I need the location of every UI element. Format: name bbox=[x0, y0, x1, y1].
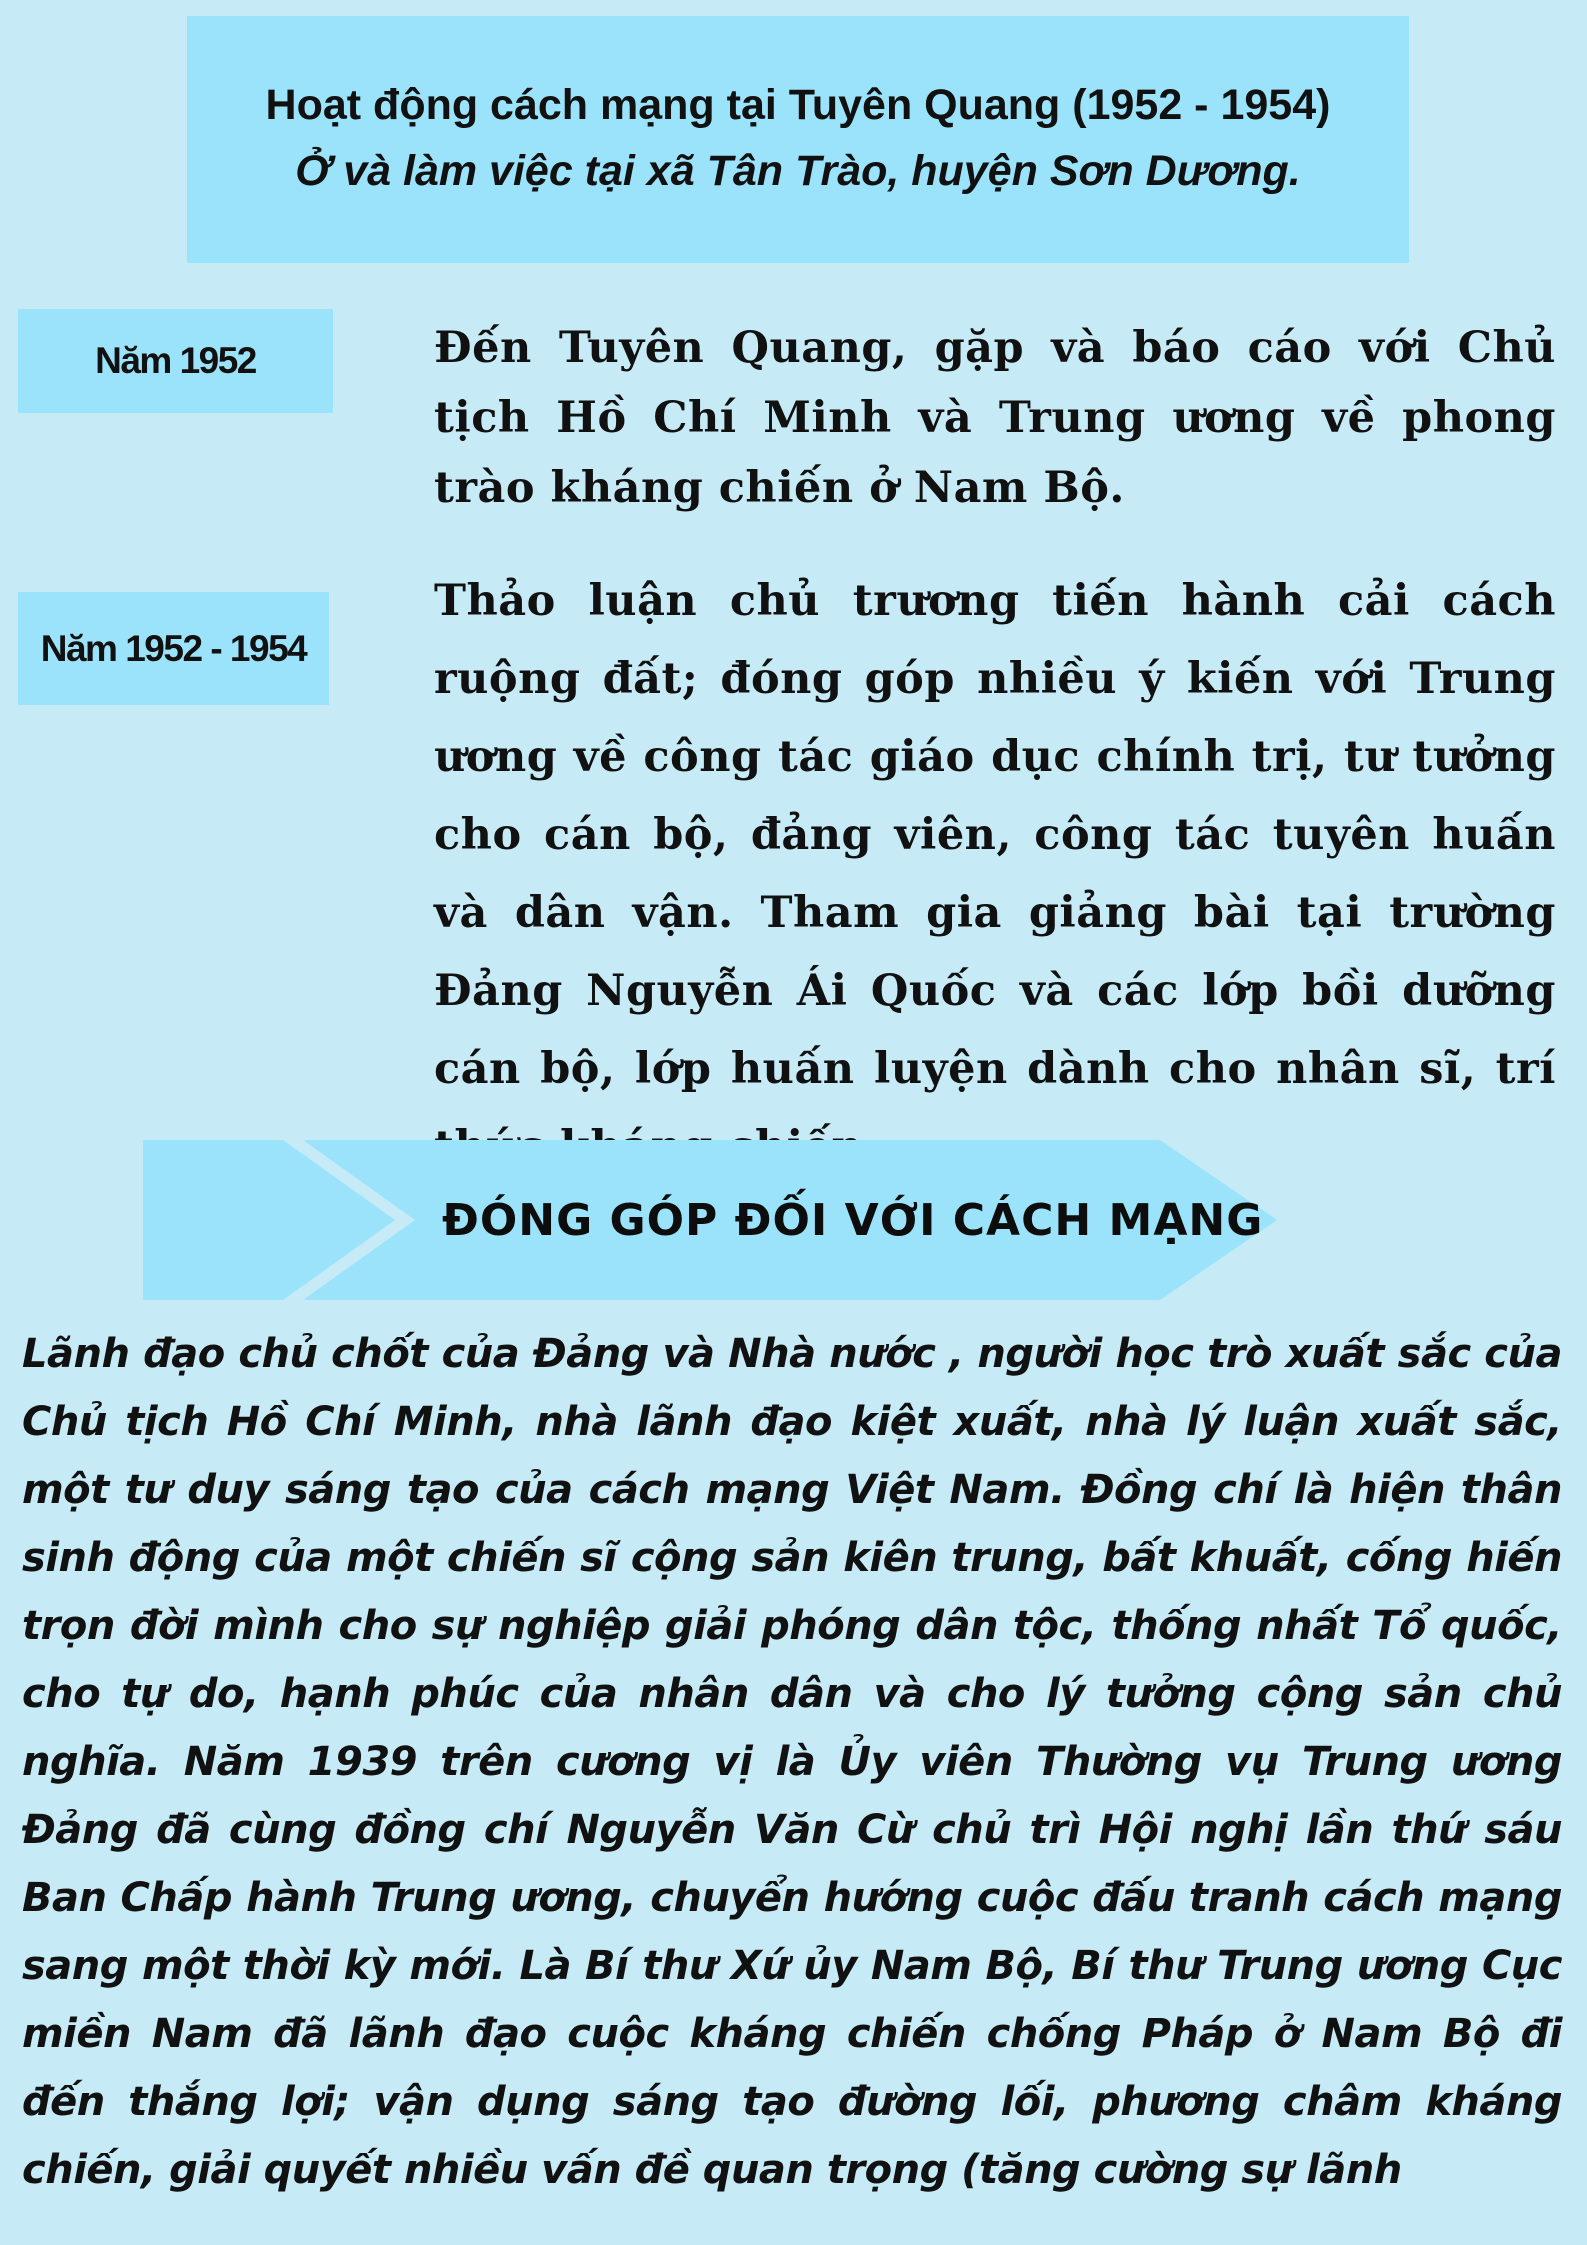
timeline-year-label: Năm 1952 bbox=[18, 309, 333, 413]
timeline-entry-text: Thảo luận chủ trương tiến hành cải cách ruộng đất; đóng góp nhiều ý kiến với Trung ương về công tác giáo dục chính trị, tư tưởng cho cán bộ, đảng viên, công tác tuyên huấn và dân vận. Tham gia giảng bài tại trường Đảng Nguyễn Ái Quốc và các lớp bồi dưỡng cán bộ, lớp huấn luyện dành cho nhân sĩ, trí bbox=[434, 576, 1556, 1094]
timeline-year-label: Năm 1952 - 1954 bbox=[18, 592, 329, 705]
header-box bbox=[187, 16, 1409, 263]
page-subtitle: Ở và làm việc tại xã Tân Trào, huyện Sơn Dương. bbox=[295, 146, 1301, 195]
timeline-entry-text: Đến Tuyên Quang, gặp và báo cáo với Chủ tịch Hồ Chí Minh và Trung ương về phong trào kháng chiến ở Nam Bộ. bbox=[434, 323, 1556, 513]
section-heading: ĐÓNG GÓP ĐỐI VỚI CÁCH MẠNG bbox=[442, 1194, 1264, 1246]
section-banner bbox=[0, 1140, 1587, 1300]
page-title: Hoạt động cách mạng tại Tuyên Quang (1952 - 1954) bbox=[265, 80, 1331, 129]
contribution-paragraph: Lãnh đạo chủ chốt của Đảng và Nhà nước , người học trò xuất sắc của Chủ tịch Hồ Chí Minh, nhà lãnh đạo kiệt xuất, nhà lý luận xuất sắc, một tư duy sáng tạo của cách mạng Việt Nam. Đồng chí là hiện thân sinh động của một chiến sĩ cộng sản kiên trung, bất khuất, cống hiến trọn đời mình cho sự nghiệp giải phóng dân tộc, thống nhất Tổ quốc, cho tự do, hạnh phúc của nhân dân và cho lý tưởng cộng sản chủ nghĩa. Năm 1939 trên cương vị là Ủy viên Thường vụ Trung ương Đảng đã cùng đồng chí Nguyễn Văn Cừ chủ trì Hội nghị lần thứ sáu Ban Chấp hành Trung ương, chuyển hướng cuộc đấu tranh cách mạng sang một thời kỳ mới. Là Bí thư Xứ ủy Nam Bộ, Bí thư Trung ương Cục miền Nam đã lãnh đạo cuộc kháng chiến chống Pháp ở Nam Bộ đi đến thắng lợi; vận dụng sáng tạo đường lối, phương châm kháng chiến, giải quyết nhiều vấn đề quan trọng (tăng cường sự lãnh bbox=[22, 1331, 1562, 2193]
